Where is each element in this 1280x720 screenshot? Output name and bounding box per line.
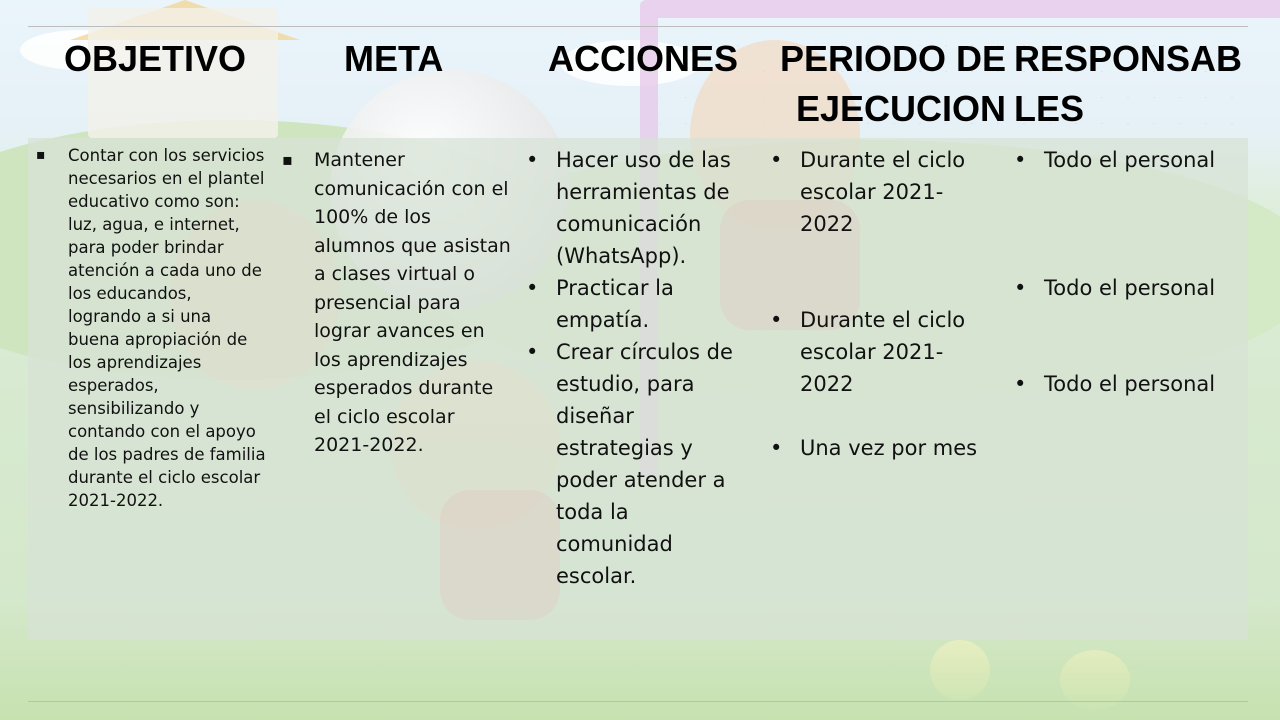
meta-column (274, 146, 514, 460)
meta-item: ▪ Mantener comunicación con el 100% de los alumnos que asistan a clases virtual o presencial para lograr avances en los aprendizajes esperados durante el ciclo escolar 2021-2022. (274, 146, 514, 460)
periodo-item: • Una vez por mes (768, 432, 988, 464)
header-responsables (1014, 34, 1244, 134)
periodo-column (768, 144, 988, 464)
header-objetivo: OBJETIVO (64, 38, 247, 79)
accion-item: • Hacer uso de las herramientas de comunicación (WhatsApp). (524, 144, 742, 272)
header-periodo-line2: EJECUCION (795, 88, 1006, 129)
responsable-item: • Todo el personal (1012, 368, 1248, 400)
header-responsables-line1: RESPONSAB (1014, 38, 1243, 79)
content-panel (28, 138, 1248, 640)
objetivo-item: ▪ Contar con los servicios necesarios en el plantel educativo como son: luz, agua, e internet, para poder brindar atención a cada uno de los educandos, logrando a si una buena apropiación de los aprendizajes esperados, sensibilizando y contando con el apoyo de los padres de familia durante el ciclo escolar 2021-2022. (28, 144, 268, 512)
responsable-item: • Todo el personal (1012, 272, 1248, 304)
table-header (28, 34, 1248, 134)
accion-item: • Practicar la empatía. (524, 272, 742, 336)
top-divider (28, 26, 1248, 27)
header-periodo (766, 34, 1006, 134)
bottom-divider (28, 701, 1248, 702)
objetivo-column (28, 144, 268, 512)
periodo-item: • Durante el ciclo escolar 2021-2022 (768, 304, 988, 400)
acciones-column (524, 144, 742, 592)
periodo-item: • Durante el ciclo escolar 2021-2022 (768, 144, 988, 240)
header-acciones: ACCIONES (548, 38, 739, 79)
header-meta: META (344, 38, 444, 79)
responsables-column (1012, 144, 1248, 400)
accion-item: • Crear círculos de estudio, para diseñar estrategias y poder atender a toda la comunidad escolar. (524, 336, 742, 592)
header-periodo-line1: PERIODO DE (779, 38, 1006, 79)
header-responsables-line2: LES (1014, 88, 1085, 129)
responsable-item: • Todo el personal (1012, 144, 1248, 176)
